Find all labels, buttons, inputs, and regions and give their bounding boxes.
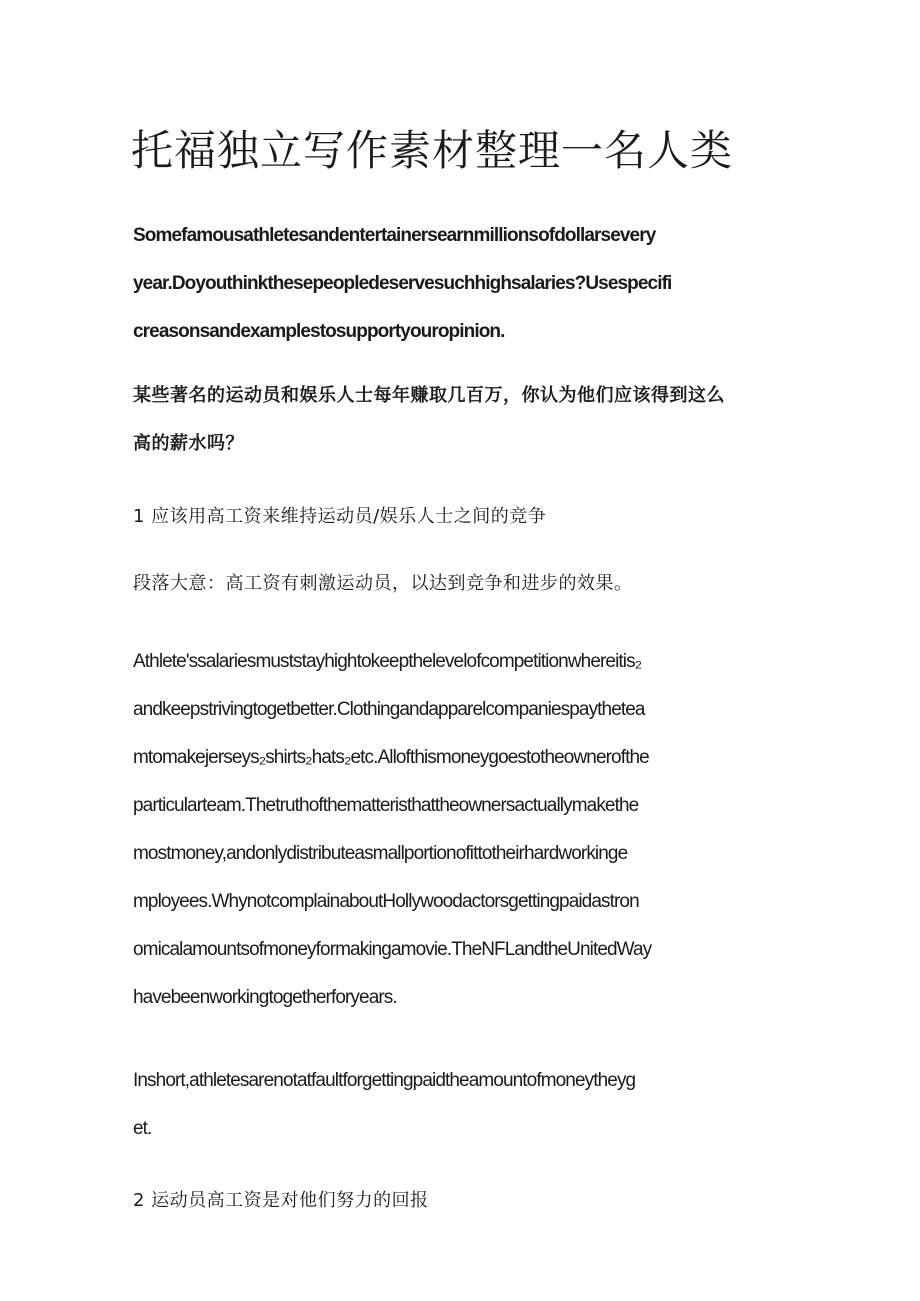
point-2-heading: 2 运动员高工资是对他们努力的回报: [133, 1190, 429, 1211]
paragraph-line: mtomakejerseys₂shirts₂hats₂etc.Allofthismoneygoestotheownerofthe: [133, 747, 649, 768]
prompt-zh-line: 某些著名的运动员和娱乐人士每年赚取几百万，你认为他们应该得到这么: [133, 385, 725, 406]
paragraph-line: particularteam.Thetruthofthematteristhattheownersactuallymakethe: [133, 795, 639, 816]
prompt-zh-line: 高的薪水吗？: [133, 433, 244, 454]
conclusion-line: et.: [133, 1118, 152, 1139]
paragraph-line: mostmoney,andonlydistributeasmallportionofittotheirhardworkinge: [133, 843, 628, 864]
point-1-heading: 1 应该用高工资来维持运动员/娱乐人士之间的竞争: [133, 506, 547, 527]
paragraph-line: Athlete'ssalariesmuststayhightokeepthelevelofcompetitionwhereitis₂: [133, 651, 642, 672]
prompt-en-line: creasonsandexamplestosupportyouropinion.: [133, 321, 505, 342]
paragraph-line: havebeenworkingtogetherforyears.: [133, 987, 397, 1008]
point-1-summary: 段落大意：高工资有刺激运动员，以达到竞争和进步的效果。: [133, 573, 633, 594]
prompt-en-line: year.Doyouthinkthesepeopledeservesuchhighsalaries?Usespecifi: [133, 273, 672, 294]
paragraph-line: omicalamountsofmoneyformakingamovie.TheNFLandtheUnitedWay: [133, 939, 652, 960]
paragraph-line: andkeepstrivingtogetbetter.Clothingandapparelcompaniespaythetea: [133, 699, 645, 720]
conclusion-line: Inshort,athletesarenotatfaultforgettingpaidtheamountofmoneytheyg: [133, 1070, 636, 1091]
document-title: 托福独立写作素材整理一名人类: [131, 126, 734, 175]
prompt-en-line: Somefamousathletesandentertainersearnmillionsofdollarsevery: [133, 225, 656, 246]
paragraph-line: mployees.WhynotcomplainaboutHollywoodactorsgettingpaidastron: [133, 891, 639, 912]
